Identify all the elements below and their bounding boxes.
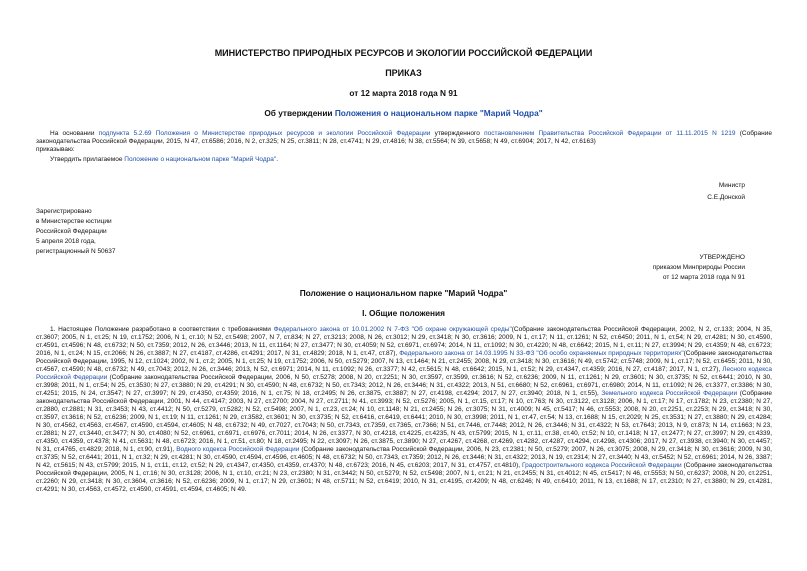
approve-text: Утвердить прилагаемое xyxy=(50,156,125,163)
clause-text: (Собрание законодательства Российской Федерации, 2001, N 44, ст.4147; 2003, N 27, ст.2700; 2004, N 27, ст.2711; N 41, ст.3993; N 52, ст.5276; 2005, N 1, ст.15, ст.17; N 10, ст.763; N 30, ст.3122, ст.3128; 2006, N 1, ст.17; N 17, ст.1782; N 23, ст.2380; N 27, ст.2880, ст.2881; N 31, ст.3453; N 43, ст.4412; N 50, ст.5279, ст.5282; N 52, ст.5498; 2007, N 1, ст.23, ст.24; N 10, ст.1148; N 21, ст.2455; N 26, ст.3075; N 31, ст.4009; N 45, ст.5417; N 46, ст.5553; 2008, N 20, ст.2251, ст.2253; N 29, ст.3418; N 30, ст.3597, ст.3616; N 52, ст.6236; 2009, N 1, ст.19; N 11, ст.1261; N 29, ст.3582, ст.3601; N 30, ст.3735; N 52, ст.6416, ст.6419, ст.6441; 2010, N 30, ст.3998; 2011, N 1, ст.47, ст.54; N 13, ст.1688; N 15, ст.2029; N 25, ст.3531; N 27, ст.3880; N 29, ст.4284; N 30, ст.4562, ст.4563, ст.4567, ст.4590, ст.4594, ст.4605; N 48, ст.6732; N 49, ст.7027, ст.7043; N 50, ст.7343, ст.7359, ст.7365, ст.7366; N 51, ст.7446, ст.7448; 2012, N 26, ст.3446; N 31, ст.4322; N 53, ст.7643; 2013, N 9, ст.873; N 14, ст.1663; N 23, ст.2881; N 27, ст.3440, ст.3477; N 30, ст.4080; N 52, ст.6961, ст.6971, ст.6976, ст.7011; 2014, N 26, ст.3377, N 30, ст.4218, ст.4225, ст.4235, N 43, ст.5799; 2015, N 1, ст.11, ст.38, ст.40, ст.52; N 10, ст.1418; N 17, ст.2477; N 27, ст.3997; N 29, ст.4339, ст.4350, ст.4359, ст.4378; N 41, ст.5631; N 48, ст.6723; 2016, N 1, ст.51, ст.80; N 18, ст.2495; N 22, ст.3097; N 26, ст.3875, ст.3890; N 27, ст.4267, ст.4268, ст.4269, ст.4282, ст.4287, ст.4294, ст.4298, ст.4306; 2017, N 27, ст.3938, ст.3940; N 30, ст.4457; N 31, ст.4765, ст.4829; 2018, N 1, ст.90, ст.91), xyxy=(36,390,772,453)
preamble-text: (Собрание законодательства Российской Федерации, 2015, N 47, ст.6586; 2016, N 2, ст.325; N 25, ст.3811; N 28, ст.4741; N 29, ст.4816; N 38, ст.5564; N 39, ст.5658; N 49, ст.6904; 2017, N 42, ст.6163) xyxy=(36,130,772,145)
signature-position: Министр xyxy=(718,182,745,189)
clause-text: (Собрание законодательства Российской Федерации, 2006, N 23, ст.2381; N 50, ст.5279; 2007, N 26, ст.3075; 2008, N 29, ст.3418; N 30, ст.3616; 2009, N 30, ст.3735; N 52, ст.6441; 2011, N 1, ст.32; N 29, ст.4281; N 30, ст.4590, ст.4594, ст.4596, ст.4605; N 48, ст.6732; N 50, ст.7343, ст.7359; 2012, N 26, ст.3446; N 31, ст.4322; 2013, N 19, ст.2314; N 27, ст.3440; N 43, ст.5452; N 52, ст.6961; 2014, N 26, 3387; N 42, ст.5615; N 43, ст.5799; 2015, N 1, ст.11, ст.12, ст.52; N 29, ст.4347, ст.4350, ст.4359, ст.4370; N 48, ст.6723; 2016, N 45, ст.6203; 2017, N 31, ст.4757, ст.4810), xyxy=(36,446,772,469)
clause-text: 1. Настоящее Положение разработано в соответствии с требованиями xyxy=(50,326,274,333)
preamble-order-word: приказываю: xyxy=(36,146,75,153)
approve-paragraph xyxy=(36,156,772,164)
preamble-text: утвержденного xyxy=(430,130,485,137)
approval-line: приказом Минприроды России xyxy=(652,264,745,271)
approval-line: от 12 марта 2018 года N 91 xyxy=(662,274,745,281)
link-government-decree[interactable]: постановлением Правительства Российской Федерации от 11.11.2015 N 1219 xyxy=(484,130,736,137)
registration-line: Российской Федерации xyxy=(36,228,107,235)
preamble-text: На основании xyxy=(50,130,99,137)
link-water-code[interactable]: Водного кодекса Российской Федерации xyxy=(176,446,300,453)
order-title xyxy=(0,108,807,118)
order-date-number: от 12 марта 2018 года N 91 xyxy=(349,88,458,98)
registration-line: Зарегистрировано xyxy=(36,208,92,215)
clause-text: (Собрание законодательства Российской Федерации, 1995, N 12, ст.1024; 2002, N 1, ст.2; 2005, N 1, ст.25; N 19, ст.1752; 2006, N 50, ст.5279; 2007, N 13, ст.1464; N 21, ст.2455; 2008, N 29, ст.3418; N 30, ст.3616; N 49, ст.5742; ст.5748; 2009, N 1, ст.17; N 52, ст.6455; 2011, N 30, ст.4567, ст.4590; N 48, ст.6732; N 49, ст.7043; 2012, N 26, ст.3446; 2013, N 52, ст.6971; 2014, N 11, ст.1092; N 26, ст.3377; N 42, ст.5615; N 48, ст.6642; 2015, N 1, ст.52; N 29, ст.4347, ст.4359; 2016, N 27, ст.4187; 2017, N 1, ст.27), xyxy=(36,350,772,373)
registration-line: 5 апреля 2018 года, xyxy=(36,238,96,245)
link-protected-areas-law[interactable]: Федерального закона от 14.03.1995 N 33-ФЗ "Об особо охраняемых природных территориях" xyxy=(399,350,684,357)
link-environment-law[interactable]: Федерального закона от 10.01.2002 N 7-ФЗ "Об охране окружающей среды" xyxy=(273,326,512,333)
regulation-title: Положение о национальном парке "Марий Чодра" xyxy=(299,288,508,298)
link-urban-planning-code[interactable]: Градостроительного кодекса Российской Федерации xyxy=(522,462,682,469)
link-forest-code[interactable]: Лесного кодекса Российской Федерации xyxy=(36,366,772,381)
order-title-link[interactable]: Положения о национальном парке "Марий Чодра" xyxy=(334,108,543,118)
registration-line: в Министерстве юстиции xyxy=(36,218,112,225)
link-ministry-regulation[interactable]: подпункта 5.2.69 Положения о Министерстве природных ресурсов и экологии Российской Федерации xyxy=(98,130,431,137)
approve-text: . xyxy=(276,156,279,163)
clause-text: (Собрание законодательства Российской Федерации, 2005, N 1, ст.16; N 30, ст.3128; 2006, N 1, ст.10, ст.21; N 23, ст.2380; N 31, ст.3442; N 50, ст.5279; N 52, ст.5498; 2007, N 1, ст.21; N 21, ст.2455; N 31, ст.4012; N 45, ст.5417; N 46, ст.5553; N 50, ст.6237; 2008, N 20, ст.2251, ст.2260; N 29, ст.3418; N 30, ст.3604, ст.3616; N 52, ст.6236; 2009, N 1, ст.17; N 29, ст.3601; N 48, ст.5711; N 52, ст.6419; 2010, N 31, ст.4195, ст.4209; N 48, ст.6246; N 49, ст.6410; 2011, N 13, ст.1688; N 17, ст.2310; N 27, ст.3880; N 29, ст.4281, ст.4291; N 30, ст.4563, ст.4572, ст.4590, ст.4591, ст.4594, ст.4605; N 49. xyxy=(36,462,772,493)
signature-name: С.Е.Донской xyxy=(707,194,745,201)
clause-1-paragraph xyxy=(36,326,772,494)
approval-line: УТВЕРЖДЕНО xyxy=(699,254,745,261)
clause-text: (Собрание законодательства Российской Федерации, 2002, N 2, ст.133; 2004, N 35, ст.3607; 2005, N 1, ст.25; N 19, ст.1752; 2006, N 1, ст.10; N 52, ст.5498; 2007, N 7, ст.834; N 27, ст.3213; 2008, N 26, ст.3012; N 29, ст.3418; N 30, ст.3616; 2009, N 1, ст.17; N 11, ст.1261; N 52, ст.6450; 2011, N 1, ст.54; N 29, ст.4281; N 30, ст.4590, ст.4591, ст.4596; N 48, ст.6732; N 50, ст.7359; 2012, N 26, ст.3446; 2013, N 11, ст.1164; N 27, ст.3477; N 30, ст.4059; N 52, ст.6971, ст.6974; 2014, N 11, ст.1092; N 30, ст.4220; N 48, ст.6642; 2015, N 1, ст.11; N 27, ст.3994; N 29, ст.4359; N 48, ст.6723; 2016, N 1, ст.24; N 15, ст.2066; N 26, ст.3887; N 27, ст.4187, ст.4286, ст.4291; 2017, N 31, ст.4829; 2018, N 1, ст.47, ст.87), xyxy=(36,326,772,357)
section-heading: I. Общие положения xyxy=(362,308,445,318)
doc-type-heading: ПРИКАЗ xyxy=(385,68,422,78)
order-title-prefix: Об утверждении xyxy=(264,108,335,118)
link-regulation[interactable]: Положение о национальном парке "Марий Чодра" xyxy=(124,156,277,163)
preamble-paragraph xyxy=(36,130,772,154)
clause-text: (Собрание законодательства Российской Федерации, 2006, N 50, ст.5278; 2008, N 20, ст.2251; N 30, ст.3597, ст.3599, ст.3616; N 52, ст.6236; 2009, N 11, ст.1261; N 29, ст.3601; N 30, ст.3735; N 52, ст.6441; 2010, N 30, ст.3998; 2011, N 1, ст.54; N 25, ст.3530; N 27, ст.3880; N 29, ст.4291; N 30, ст.4590; N 48, ст.6732; N 50, ст.7343; 2012, N 26, ст.3446; N 31, ст.4322; 2013, N 51, ст.6680; N 52, ст.6961, ст.6971, ст.6980; 2014, N 11, ст.1092; N 26, ст.3377, ст.3386; N 30, ст.4251; 2015, N 24, ст.3547; N 27, ст.3997; N 29, ст.4350, ст.4359; 2016, N 1, ст.75; N 18, ст.2495; N 26, ст.3875, ст.3887; N 27, ст.4198, ст.4294; 2017, N 27, ст.3940; 2018, N 1, ст.55), xyxy=(36,374,772,397)
ministry-heading: МИНИСТЕРСТВО ПРИРОДНЫХ РЕСУРСОВ И ЭКОЛОГИИ РОССИЙСКОЙ ФЕДЕРАЦИИ xyxy=(214,48,593,58)
registration-line: регистрационный N 50637 xyxy=(36,248,116,255)
link-land-code[interactable]: Земельного кодекса Российской Федерации xyxy=(601,390,738,397)
